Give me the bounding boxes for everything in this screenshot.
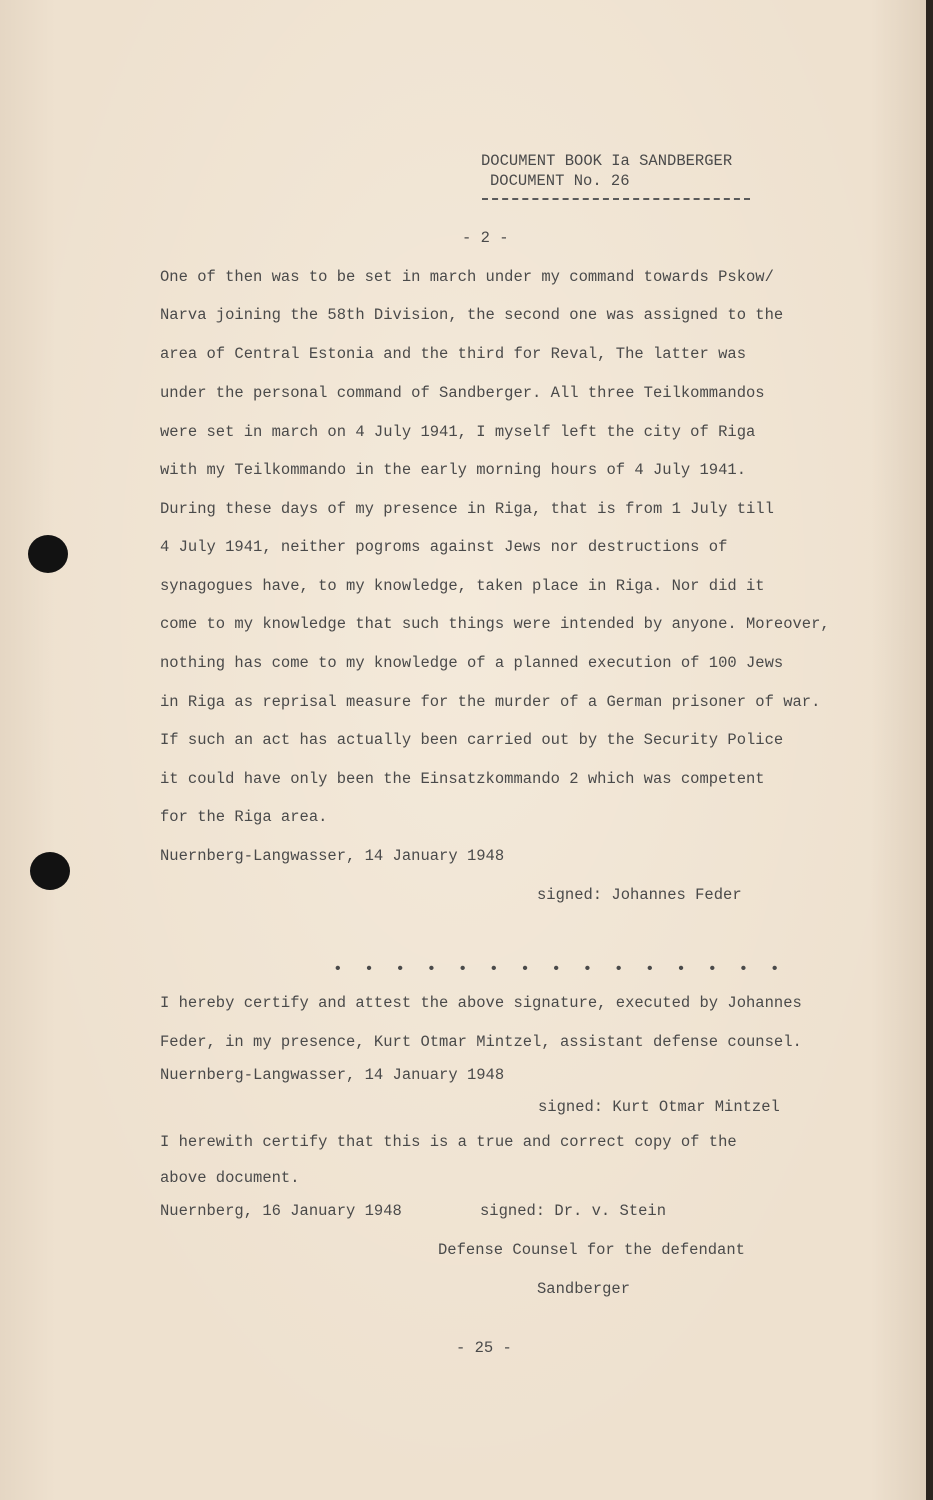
body-line: 4 July 1941, neither pogroms against Jews nor destructions of <box>160 538 728 556</box>
section-separator: • • • • • • • • • • • • • • • <box>333 960 786 978</box>
punch-hole-top <box>28 535 68 573</box>
defendant-name: Sandberger <box>537 1280 631 1298</box>
body-line: in Riga as reprisal measure for the murder of a German prisoner of war. <box>160 693 821 711</box>
body-line: One of then was to be set in march under my command towards Pskow/ <box>160 268 774 286</box>
body-line: If such an act has actually been carried out by the Security Police <box>160 731 784 749</box>
certification-signature: signed: Kurt Otmar Mintzel <box>538 1098 780 1116</box>
certification-place-date: Nuernberg-Langwasser, 14 January 1948 <box>160 1066 505 1084</box>
body-line: it could have only been the Einsatzkommando 2 which was competent <box>160 770 765 788</box>
body-line: with my Teilkommando in the early morning hours of 4 July 1941. <box>160 461 746 479</box>
body-line: synagogues have, to my knowledge, taken place in Riga. Nor did it <box>160 577 765 595</box>
copy-certification-line: above document. <box>160 1169 300 1187</box>
document-book-heading: DOCUMENT BOOK Ia SANDBERGER <box>481 152 733 170</box>
certification-line: Feder, in my presence, Kurt Otmar Mintzel, assistant defense counsel. <box>160 1033 802 1051</box>
header-divider <box>482 198 750 200</box>
body-line: During these days of my presence in Riga, that is from 1 July till <box>160 500 774 518</box>
copy-signature: signed: Dr. v. Stein <box>480 1202 667 1220</box>
copy-place-date: Nuernberg, 16 January 1948 <box>160 1202 402 1220</box>
certification-line: I hereby certify and attest the above signature, executed by Johannes <box>160 994 802 1012</box>
body-line: under the personal command of Sandberger. All three Teilkommandos <box>160 384 765 402</box>
counsel-role: Defense Counsel for the defendant <box>438 1241 745 1259</box>
copy-certification-line: I herewith certify that this is a true and correct copy of the <box>160 1133 737 1151</box>
body-line: were set in march on 4 July 1941, I myself left the city of Riga <box>160 423 756 441</box>
body-line: Narva joining the 58th Division, the second one was assigned to the <box>160 306 784 324</box>
document-number: DOCUMENT No. 26 <box>490 172 630 190</box>
page-marker: - 2 - <box>462 229 509 247</box>
statement-place-date: Nuernberg-Langwasser, 14 January 1948 <box>160 847 505 865</box>
body-line: for the Riga area. <box>160 808 328 826</box>
punch-hole-bottom <box>30 852 70 890</box>
body-line: come to my knowledge that such things were intended by anyone. Moreover, <box>160 615 830 633</box>
footer-page-number: - 25 - <box>456 1339 512 1357</box>
statement-signature: signed: Johannes Feder <box>537 886 742 904</box>
body-line: nothing has come to my knowledge of a planned execution of 100 Jews <box>160 654 784 672</box>
body-line: area of Central Estonia and the third for Reval, The latter was <box>160 345 746 363</box>
